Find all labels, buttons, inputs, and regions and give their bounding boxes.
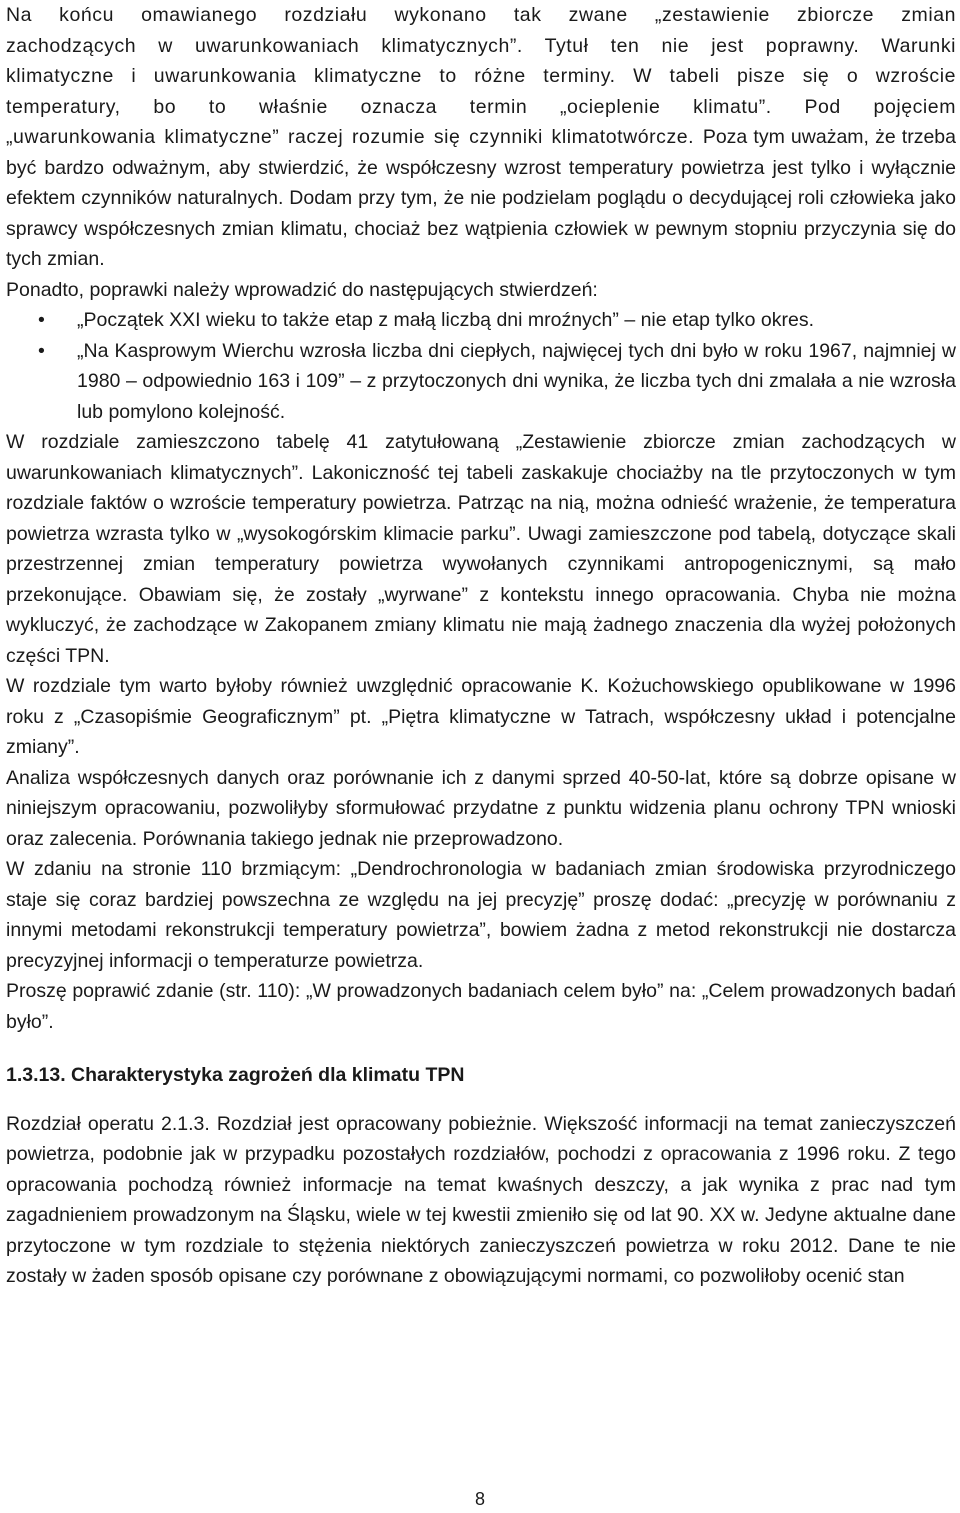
bullet-icon: • [38, 309, 45, 331]
section-heading: 1.3.13. Charakterystyka zagrożeń dla klimatu TPN [6, 1064, 465, 1086]
page-number: 8 [474, 1489, 485, 1509]
bullet-text: „Początek XXI wieku to także etap z małą liczbą dni mroźnych” – nie etap tylko okres. [77, 309, 815, 331]
p1-continuation: Poza tym uważam, że trzeba być bardzo odważnym, aby stwierdzić, że współczesny wzrost temperatury powietrza jest tylko i wyłącznie efektem czynników naturalnych. Dodam przy tym, że nie podzielam poglądu o decydującej roli człowieka jako sprawcy współczesnych zmian klimatu, chociaż bez wątpienia człowiek w pewnym stopniu przyczynia się do tych zmian. [6, 126, 956, 270]
p1-line-1: Na końcu omawianego rozdziału wykonano tak zwane „zestawienie zbiorcze zmian [6, 4, 956, 26]
paragraph-5: Analiza współczesnych danych oraz porównanie ich z danymi sprzed 40-50-lat, które są dobrze opisane w niniejszym opracowaniu, pozwoliłyby sformułować przydatne z punktu widzenia planu ochrony TPN wnioski oraz zalecenia. Porównania takiego jednak nie przeprowadzono. [6, 766, 956, 850]
bullet-text: „Na Kasprowym Wierchu wzrosła liczba dni ciepłych, najwięcej tych dni było w roku 1967, najmniej w 1980 – odpowiednio 163 i 109” – z przytoczonych dni wynika, że liczba tych dni zmalała a nie wzrosła lub pomylono kolejność. [77, 339, 956, 423]
spacer [6, 1037, 956, 1060]
paragraph-7: Proszę poprawić zdanie (str. 110): „W prowadzonych badaniach celem było” na: „Celem prowadzonych badań było”. [6, 980, 956, 1033]
paragraph-1 [6, 0, 956, 275]
bullet-icon: • [38, 339, 45, 362]
paragraph-6: W zdaniu na stronie 110 brzmiącym: „Dendrochronologia w badaniach zmian środowiska przyrodniczego staje się coraz bardziej powszechna ze względu na jej precyzję” proszę dodać: „precyzję w porównaniu z innymi metodami rekonstrukcji temperatury powietrza”, bowiem żadna z metod rekonstrukcji nie dostarcza precyzyjnej informacji o temperaturze powietrza. [6, 858, 956, 972]
p1-line-5: „uwarunkowania klimatyczne” raczej rozumie się czynniki klimatotwórcze. [6, 126, 703, 148]
bullet-list [6, 305, 956, 427]
document-page [6, 0, 956, 1292]
p1-line-3: klimatyczne i uwarunkowania klimatyczne to różne terminy. W tabeli pisze się o wzroście [6, 65, 956, 87]
spacer [6, 1091, 956, 1109]
paragraph-4: W rozdziale tym warto byłoby również uwzględnić opracowanie K. Kożuchowskiego opublikowane w 1996 roku z „Czasopiśmie Geograficznym” pt. „Piętra klimatyczne w Tatrach, współczesny układ i potencjalne zmiany”. [6, 675, 956, 758]
bullet-item [6, 305, 956, 336]
bullet-item [6, 336, 956, 428]
p1-line-4: temperatury, bo to właśnie oznacza termin „ocieplenie klimatu”. Pod pojęciem [6, 95, 956, 118]
p1-line-2: zachodzących w uwarunkowaniach klimatycznych”. Tytuł ten nie jest poprawny. Warunki [6, 34, 956, 57]
paragraph-8: Rozdział operatu 2.1.3. Rozdział jest opracowany pobieżnie. Większość informacji na temat zanieczyszczeń powietrza, podobnie jak w przypadku pozostałych rozdziałów, pochodzi z opracowania z 1996 roku. Z tego opracowania pochodzą również informacje na temat kwaśnych deszczy, a jak wynika z prac nad tym zagadnieniem prowadzonym na Śląsku, wiele w tej kwestii zmieniło się od lat 90. XX w. Jedyne aktualne dane przytoczone w tym rozdziale to stężenia niektórych zanieczyszczeń powietrza w roku 2012. Dane te nie zostały w żaden sposób opisane czy porównane z obowiązującymi normami, co pozwoliłoby ocenić stan [6, 1112, 956, 1287]
paragraph-3: W rozdziale zamieszczono tabelę 41 zatytułowaną „Zestawienie zbiorcze zmian zachodzących w uwarunkowaniach klimatycznych”. Lakoniczność tej tabeli zaskakuje chociażby na tle przytoczonych w tym rozdziale faktów o wzroście temperatury powietrza. Patrząc na nią, można odnieść wrażenie, że temperatura powietrza wzrasta tylko w „wysokogórskim klimacie parku”. Uwagi zamieszczone pod tabelą, dotyczące skali przestrzennej zmian temperatury powietrza wywołanych czynnikami antropogenicznymi, są mało przekonujące. Obawiam się, że zostały „wyrwane” z kontekstu innego opracowania. Chyba nie można wykluczyć, że zachodzące w Zakopanem zmiany klimatu nie mają żadnego znaczenia dla wyżej położonych części TPN. [6, 431, 956, 667]
paragraph-2: Ponadto, poprawki należy wprowadzić do następujących stwierdzeń: [6, 278, 598, 301]
